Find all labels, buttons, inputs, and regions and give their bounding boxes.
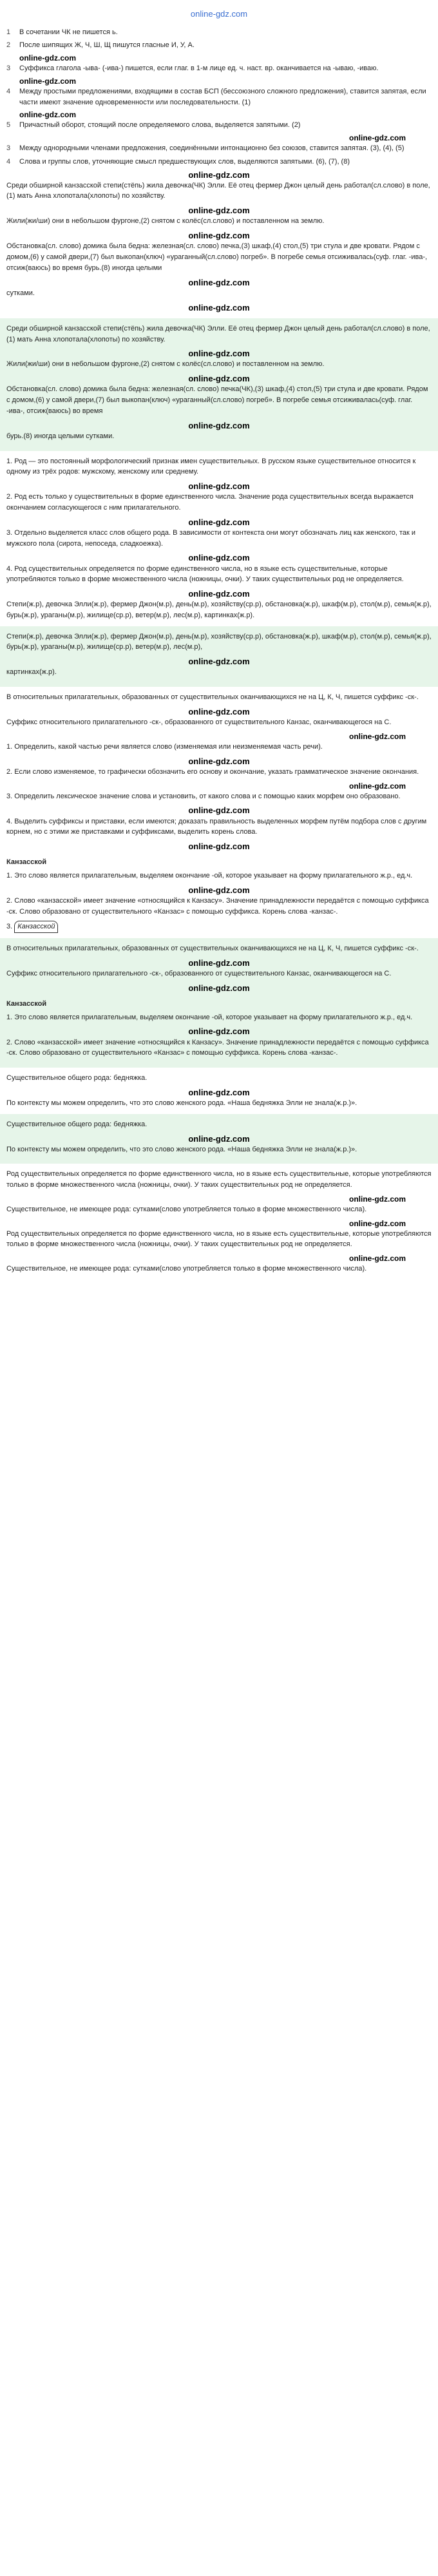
watermark: online-gdz.com	[188, 169, 250, 180]
watermark: online-gdz.com	[188, 756, 250, 766]
suffix-section: В относительных прилагательных, образованных от существительных оканчивающихся не на Ц, К, Ч, пишется суффикс -ск-. online-gdz.com Суффикс относительного прилагательного -ск-, образованного от существительного Канзас, оканчивающегося на С. online-gdz.com 1. Определить, какой частью речи является слово (изменяемая или неизменяемая часть речи). online-gdz.com 2. Если слово изменяемое, то графически обозначить его основу и окончание, указать грамматическое значение окончания. online-gdz.com 3. Определить лексическое значение слова и установить, от какого слова и с помощью каких морфем оно образовано. online-gdz.com 4. Выделить суффиксы и приставки, если имеются; доказать правильность выделенных морфем путём подбора слов с другим корнем, но с этими же приставками и суффиксами, выделить корень слова. online-gdz.com	[6, 692, 432, 852]
watermark: online-gdz.com	[349, 1194, 406, 1204]
watermark: online-gdz.com	[19, 53, 76, 63]
watermark: online-gdz.com	[188, 517, 250, 527]
watermark: online-gdz.com	[188, 706, 250, 716]
watermark: online-gdz.com	[188, 1133, 250, 1144]
watermark: online-gdz.com	[188, 1026, 250, 1037]
answers-gender: 1. Род — это постоянный морфологический признак имен существительных. В русском языке существительное относится к одному из трёх родов: мужскому, женскому или среднему. online-gdz.com 2. Род есть только у существительных в форме единственного числа. Значение рода существительных всегда выражается окончанием согласующегося с ним прилагательного. online-gdz.com 3. Отдельно выделяется класс слов общего рода. В зависимости от контекста они могут обозначать лиц как женского, так и мужского пола (сирота, непоседа, сладкоежка). online-gdz.com 4. Род существительных определяется по форме единственного числа, но в языке есть существительные, которые употребляются только в форме множественного числа (ножницы, очки). У таких существительных род не определяется. online-gdz.com Степи(ж.р), девочка Элли(ж.р), фермер Джон(м.р), день(м.р), хозяйству(ср.р), обстановка(ж.р), шкаф(м.р), стол(м.р), семья(ж.р), бурь(ж.р), ураганы(м.р), жилище(ср.р), ветер(м.р), лес(м.р), картинках(ж.р).	[6, 457, 432, 620]
kanzas-analysis: 1. Это слово является прилагательным, выделяем окончание -ой, которое указывает на форму прилагательного ж.р., ед.ч. online-gdz.com 2. Слово «канзасской» имеет значение «относящийся к Канзасу». Значение принадлежности передаётся с помощью суффикса -ск. Слово образовано от существительного «Канзас» с помощью суффикса. Корень слова -канзас-. 3. Канзасской	[6, 870, 432, 933]
watermark: online-gdz.com	[188, 420, 250, 430]
watermark: online-gdz.com	[188, 206, 250, 216]
kanzas-highlight: В относительных прилагательных, образованных от существительных оканчивающихся не на Ц, К, Ч, пишется суффикс -ск-. online-gdz.com Суффикс относительного прилагательного -ск-, образованного от существительного Канзас, оканчивающегося на С. online-gdz.com Канзасской 1. Это слово является прилагательным, выделяем окончание -ой, которое указывает на форму прилагательного ж.р., ед.ч. online-gdz.com 2. Слово «канзасской» имеет значение «относящийся к Канзасу». Значение принадлежности передаётся с помощью суффикса -ск. Слово образовано от существительного «Канзас» с помощью суффикса. Корень слова -канзас-.	[0, 938, 438, 1068]
section-title: Канзасской	[6, 858, 47, 867]
morpheme-box: Канзасской	[14, 921, 58, 933]
watermark: online-gdz.com	[188, 349, 250, 359]
watermark: online-gdz.com	[349, 781, 406, 791]
watermark: online-gdz.com	[188, 302, 250, 312]
watermark: online-gdz.com	[349, 731, 406, 741]
rules-list	[6, 27, 432, 168]
page	[0, 0, 438, 1274]
rule-item: 4 Слова и группы слов, уточняющие смысл предшествующих слов, выделяются запятыми. (6), (7), (8)	[6, 157, 350, 166]
rule-item: 4 Между простыми предложениями, входящими в состав БСП (бессоюзного сложного предложения), ставится запятая, если части имеют значение одновременности или последовательности. (1)	[6, 87, 426, 106]
watermark: online-gdz.com	[349, 1218, 406, 1228]
rule-item: 2 После шипящих Ж, Ч, Ш, Щ пишутся гласные И, У, А.	[6, 41, 195, 50]
nouns-highlight: Степи(ж.р), девочка Элли(ж.р), фермер Джон(м.р), день(м.р), хозяйству(ср.р), обстановка(ж.р), шкаф(м.р), стол(м.р), семья(ж.р), бурь(ж.р), ураганы(м.р), жилище(ср.р), ветер(м.р), лес(м.р), online-gdz.com картинках(ж.р).	[0, 626, 438, 687]
watermark: online-gdz.com	[188, 885, 250, 895]
rule-item: 3 Между однородными членами предложения, соединёнными интонационно без союзов, ставится запятая. (3), (4), (5)	[6, 144, 405, 153]
common-highlight: Существительное общего рода: бедняжка. online-gdz.com По контексту мы можем определить, что это слово женского рода. «Наша бедняжка Элли не знала(ж.р.)».	[0, 1114, 438, 1164]
site-header[interactable]: online-gdz.com	[190, 9, 248, 19]
watermark: online-gdz.com	[188, 277, 250, 287]
watermark: online-gdz.com	[19, 110, 76, 120]
watermark: online-gdz.com	[188, 374, 250, 384]
watermark: online-gdz.com	[188, 589, 250, 599]
watermark: online-gdz.com	[349, 1254, 406, 1264]
morpheme-word: 3. Канзасской	[6, 921, 432, 933]
watermark: online-gdz.com	[188, 983, 250, 993]
watermark: online-gdz.com	[188, 553, 250, 563]
rule-item: 1 В сочетании ЧК не пишется ь.	[6, 28, 118, 36]
watermark: online-gdz.com	[349, 133, 406, 143]
rule-item: 5 Причастный оборот, стоящий после определяемого слова, выделяется запятыми. (2)	[6, 121, 301, 130]
watermark: online-gdz.com	[188, 481, 250, 491]
number-section: Род существительных определяется по форме единственного числа, но в языке есть существительные, которые употребляются только в форме множественного числа (ножницы, очки). У таких существительных род не определяется. online-gdz.com Существительное, не имеющее рода: сутками(слово употребляется только в форме множественного числа). online-gdz.com Род существительных определяется по форме единственного числа, но в языке есть существительные, которые употребляются только в форме множественного числа (ножницы, очки). У таких существительных род не определяется. online-gdz.com Существительное, не имеющее рода: сутками(слово употребляется только в форме множественного числа).	[6, 1170, 432, 1273]
watermark: online-gdz.com	[19, 76, 76, 86]
watermark: online-gdz.com	[188, 841, 250, 851]
watermark: online-gdz.com	[188, 657, 250, 667]
common-gender-section: Существительное общего рода: бедняжка. online-gdz.com По контексту мы можем определить, что это слово женского рода. «Наша бедняжка Элли не знала(ж.р.)».	[6, 1073, 432, 1109]
task-text-highlight: Среди обширной канзасской степи(стёпь) жила девочка(ЧК) Элли. Её отец фермер Джон целый день работал(сл.слово) в поле,(1) мать Анна хлопотала(хлопоты) по хозяйству. online-gdz.com Жили(жи/ши) они в небольшом фургоне,(2) снятом с колёс(сл.слово) и поставленном на землю. online-gdz.com Обстановка(сл. слово) домика была бедна: железная(сл. слово) печка(ЧК),(3) шкаф,(4) стол,(5) три стула и две кровати. Рядом с домом,(6) у самой двери,(7) был выкопан(ключ) «ураганный(сл.слово) погреб». В погребе семья отсиживалась(суф. глаг. -ива-, отсиж(ваюсь) во время online-gdz.com бурь.(8) иногда целыми сутками.	[0, 318, 438, 451]
rule-item: 3 Суффикса глагола -ыва- (-ива-) пишется, если глаг. в 1-м лице ед. ч. наст. вр. оканчивается на -ываю, -иваю.	[6, 64, 379, 73]
task-text-plain: Среди обширной канзасской степи(стёпь) жила девочка(ЧК) Элли. Её отец фермер Джон целый день работал(сл.слово) в поле,(1) мать Анна хлопотала(хлопоты) по хозяйству. online-gdz.com Жили(жи/ши) они в небольшом фургоне,(2) снятом с колёс(сл.слово) и поставленном на землю. online-gdz.com Обстановка(сл. слово) домика была бедна: железная(сл. слово) печка,(3) шкаф,(4) стол,(5) три стула и две кровати. Рядом с домом,(6) у самой двери,(7) был выкопан(ключ) «ураганный(сл.слово) погреб». В погребе семья отсиживалась(суф. глаг. -ива-, отсиж(ваюсь) во время бурь.(8) иногда целыми online-gdz.com сутками.	[6, 180, 432, 299]
watermark: online-gdz.com	[188, 231, 250, 241]
watermark: online-gdz.com	[188, 957, 250, 968]
watermark: online-gdz.com	[188, 805, 250, 816]
watermark: online-gdz.com	[188, 1087, 250, 1097]
